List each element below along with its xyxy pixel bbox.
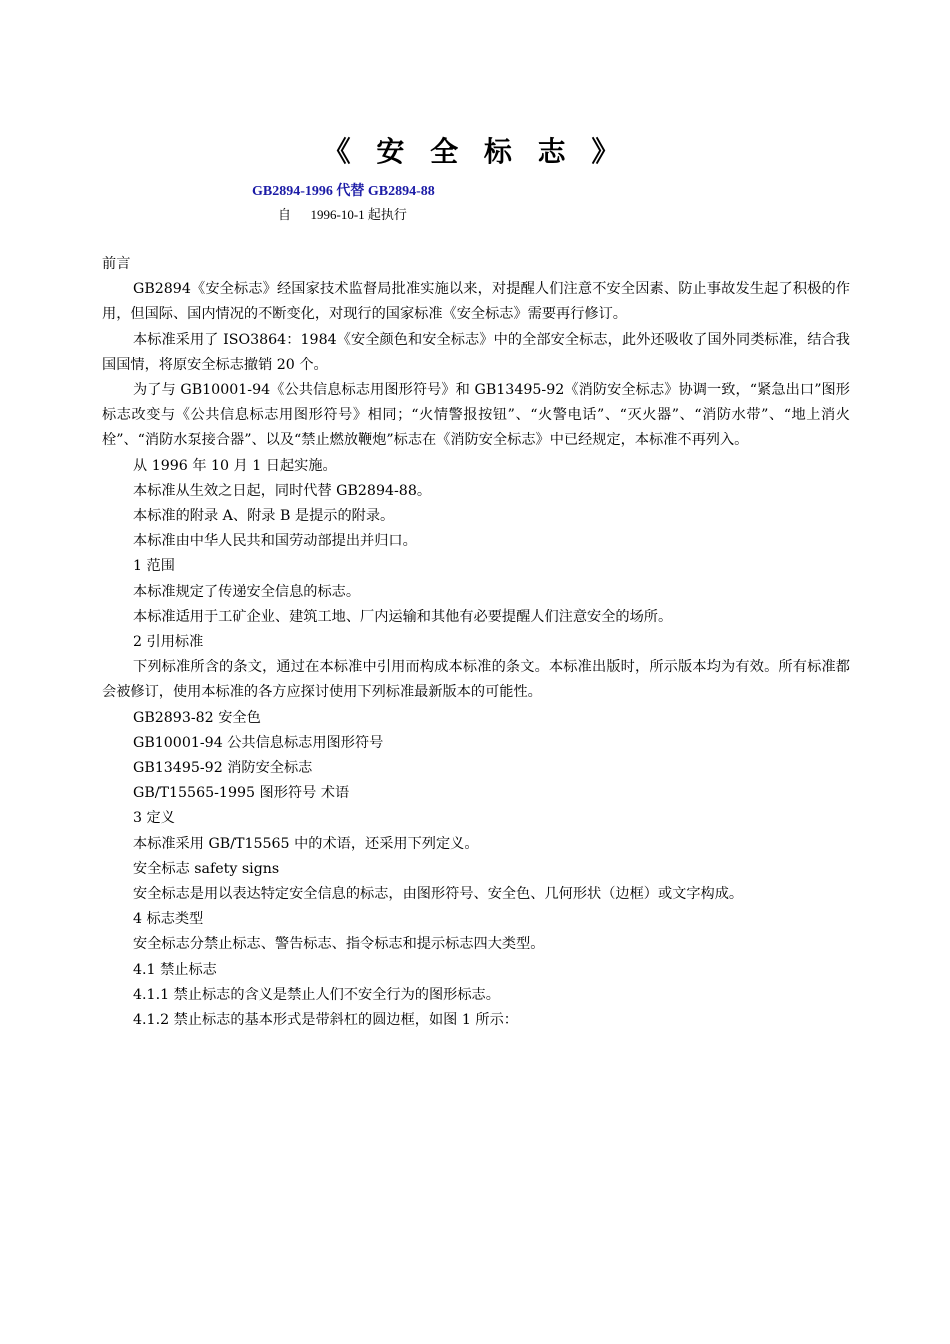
paragraph: 从 1996 年 10 月 1 日起实施。 [133,457,337,474]
subsection-heading: 4.1 禁止标志 [133,961,217,978]
document-body [102,252,850,1033]
standard-number: GB2894-1996 代替 GB2894-88 [252,184,435,199]
document-title: 《 安 全 标 志 》 [322,135,628,168]
paragraph: 为了与 GB10001-94《公共信息标志用图形符号》和 GB13495-92《消防安全标志》协调一致，“紧急出口”图形标志改变与《公共信息标志用图形符号》相同；“火情警报按钮”、“火警电话”、“灭火器”、“消防水带”、“地上消火栓”、“消防水泵接合器”、以及“禁止燃放鞭炮”标志在《消防安全标志》中已经规定，本标准不再列入。 [102,382,850,449]
paragraph: 本标准适用于工矿企业、建筑工地、厂内运输和其他有必要提醒人们注意安全的场所。 [133,608,673,625]
paragraph: 4.1.2 禁止标志的基本形式是带斜杠的圆边框，如图 1 所示： [133,1012,518,1029]
paragraph: 安全标志是用以表达特定安全信息的标志，由图形符号、安全色、几何形状（边框）或文字构成。 [133,886,744,903]
paragraph: 本标准的附录 A、附录 B 是提示的附录。 [133,508,395,525]
paragraph: 本标准采用 GB/T15565 中的术语，还采用下列定义。 [133,835,479,852]
paragraph: GB2894《安全标志》经国家技术监督局批准实施以来，对提醒人们注意不安全因素、防止事故发生起了积极的作用，但国际、国内情况的不断变化，对现行的国家标准《安全标志》需要再行修订。 [102,281,850,323]
reference-item: GB/T15565-1995 图形符号 术语 [133,785,350,802]
paragraph: 下列标准所含的条文，通过在本标准中引用而构成本标准的条文。本标准出版时，所示版本均为有效。所有标准都会被修订，使用本标准的各方应探讨使用下列标准最新版本的可能性。 [102,659,850,701]
section-heading-preface: 前言 [102,256,131,272]
section-heading: 4 标志类型 [133,911,204,928]
paragraph: 安全标志分禁止标志、警告标志、指令标志和提示标志四大类型。 [133,936,545,953]
paragraph: 本标准从生效之日起，同时代替 GB2894-88。 [133,482,432,499]
reference-item: GB13495-92 消防安全标志 [133,760,313,777]
paragraph: 本标准规定了传递安全信息的标志。 [133,583,361,600]
reference-item: GB2893-82 安全色 [133,709,261,726]
section-heading: 1 范围 [133,558,175,575]
term: 安全标志 safety signs [133,860,280,877]
reference-item: GB10001-94 公共信息标志用图形符号 [133,734,384,751]
effective-date: 自 1996-10-1 起执行 [278,207,407,222]
paragraph: 4.1.1 禁止标志的含义是禁止人们不安全行为的图形标志。 [133,986,500,1003]
section-heading: 3 定义 [133,810,175,827]
paragraph: 本标准采用了 ISO3864：1984《安全颜色和安全标志》中的全部安全标志，此外还吸收了国外同类标准，结合我国国情，将原安全标志撤销 20 个。 [102,331,850,373]
section-heading: 2 引用标准 [133,634,204,651]
paragraph: 本标准由中华人民共和国劳动部提出并归口。 [133,533,417,550]
